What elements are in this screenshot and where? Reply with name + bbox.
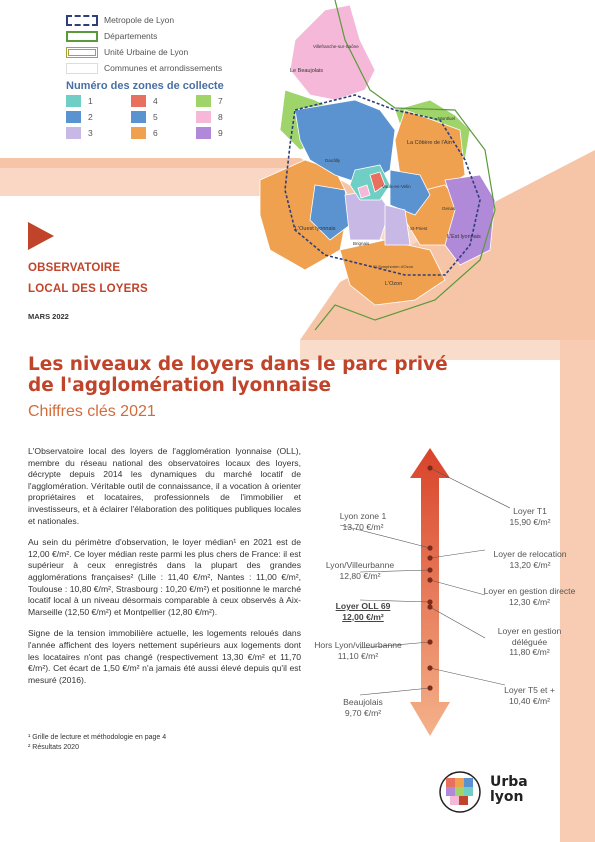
zone-legend-item: 2	[66, 111, 131, 123]
zones-grid	[66, 95, 256, 139]
svg-text:Le Beaujolais: Le Beaujolais	[290, 68, 324, 74]
svg-text:St-Symphorien d'Ozon: St-Symphorien d'Ozon	[373, 264, 414, 269]
publication-date: MARS 2022	[28, 312, 69, 321]
zone-legend-item: 1	[66, 95, 131, 107]
zone-color-swatch	[131, 95, 146, 107]
zone-color-swatch	[196, 95, 211, 107]
svg-text:Vaulx-en-Velin: Vaulx-en-Velin	[382, 184, 411, 189]
zone-color-swatch	[66, 95, 81, 107]
label-gestion-directe: Loyer en gestion directe 12,30 €/m²	[483, 586, 576, 607]
svg-text:St-Priest: St-Priest	[410, 226, 428, 231]
legend-item-departements: Départements	[66, 28, 256, 44]
zone-legend-item: 4	[131, 95, 196, 107]
observatoire-title: OBSERVATOIRE LOCAL DES LOYERS	[28, 262, 148, 295]
label-loyer-t1: Loyer T1 15,90 €/m²	[509, 506, 551, 527]
legend-item-metropole: Metropole de Lyon	[66, 12, 256, 28]
zone-legend-item: 8	[196, 111, 251, 123]
svg-text:La Côtière de l'Ain: La Côtière de l'Ain	[407, 140, 452, 146]
lyon-zones-map	[255, 0, 595, 345]
play-triangle-icon	[28, 222, 54, 250]
intro-text	[28, 446, 301, 696]
zone-color-swatch	[196, 111, 211, 123]
svg-text:Brignais: Brignais	[353, 241, 370, 246]
svg-text:Villefranche-sur-Saône: Villefranche-sur-Saône	[313, 44, 359, 49]
zone-legend-item: 9	[196, 127, 251, 139]
zone-color-swatch	[66, 127, 81, 139]
label-loyer-t5: Loyer T5 et + 10,40 €/m²	[504, 685, 555, 706]
page-subtitle: Chiffres clés 2021	[28, 403, 156, 420]
zone-color-swatch	[66, 111, 81, 123]
zone-legend-item: 7	[196, 95, 251, 107]
label-loyer-oll-69: Loyer OLL 69 12,00 €/m²	[335, 601, 391, 622]
svg-text:L'Est lyonnais: L'Est lyonnais	[447, 234, 481, 240]
zone-legend-item: 5	[131, 111, 196, 123]
green-border-swatch	[66, 31, 98, 42]
svg-text:L'Ozon: L'Ozon	[385, 281, 403, 287]
paragraph-intro: L'Observatoire local des loyers de l'agglomération lyonnaise (OLL), membre du réseau national des observatoires locaux des loyers, décrypte depuis 2014 les dynamiques du marché locatif de l'agglomération. Véritable outil de connaissance, il a vocation à orienter propriétaires et locataires, professionnels de l'immobilier et investisseurs, et à éclairer l'élaboration des politiques publiques locales et nationales.	[28, 446, 301, 526]
label-lyon-villeurbanne: Lyon/Villeurbanne 12,80 €/m²	[325, 560, 395, 581]
zone-legend-item: 6	[131, 127, 196, 139]
zones-title: Numéro des zones de collecte	[66, 80, 224, 92]
dashed-border-swatch	[66, 15, 98, 26]
page-title: Les niveaux de loyers dans le parc privé de l'agglomération lyonnaise	[28, 354, 448, 396]
zone-color-swatch	[196, 127, 211, 139]
svg-text:Montluel: Montluel	[438, 116, 456, 121]
label-gestion-deleguee: Loyer en gestion déléguée 11,80 €/m²	[497, 626, 562, 657]
legend-item-unite-urbaine: Unité Urbaine de Lyon	[66, 44, 256, 60]
label-lyon-zone-1: Lyon zone 1 13,70 €/m²	[339, 511, 387, 532]
double-border-swatch	[66, 47, 98, 58]
zone-color-swatch	[131, 111, 146, 123]
urbalyon-logo-text: Urba lyon	[490, 774, 528, 805]
svg-text:L'Ouest lyonnais: L'Ouest lyonnais	[295, 226, 336, 232]
svg-text:Dardilly: Dardilly	[325, 158, 341, 163]
label-loyer-relocation: Loyer de relocation 13,20 €/m²	[493, 549, 567, 570]
label-beaujolais: Beaujolais 9,70 €/m²	[343, 697, 383, 718]
label-hors-lyon: Hors Lyon/villeurbanne 11,10 €/m²	[314, 640, 402, 661]
paragraph-tension: Signe de la tension immobilière actuelle, les logements reloués dans l'année affichent des loyers nettement supérieurs aux logements dont les locataires n'ont pas changé (respectivement 13,30 €/m² et 11,70 €/m²). Cet écart de 1,50 €/m² n'a jamais été aussi élevé depuis qu'il est mesuré (2016).	[28, 628, 301, 685]
zone-color-swatch	[131, 127, 146, 139]
plain-swatch	[66, 63, 98, 74]
footnotes: ¹ Grille de lecture et méthodologie en page 4 ² Résultats 2020	[28, 734, 167, 751]
zone-legend-item: 3	[66, 127, 131, 139]
map-legend	[66, 12, 256, 139]
paragraph-median: Au sein du périmètre d'observation, le loyer médian¹ en 2021 est de 12,00 €/m². Ce loyer médian reste parmi les plus chers de France: il est supérieur à ceux enregistrés dans la plupart des grandes agglomérations françaises² (Lille : 11,40 €/m², Nantes : 11,00 €/m², Toulouse : 10,80 €/m², Strasbourg : 10,20 €/m²) et positionne le marché locatif local à un niveau désormais comparable à ceux observés à Aix-Marseille (12,50 €/m²) et Montpellier (12,80 €/m²).	[28, 537, 301, 617]
legend-item-communes: Communes et arrondissements	[66, 60, 256, 76]
svg-text:Genas: Genas	[442, 206, 456, 211]
